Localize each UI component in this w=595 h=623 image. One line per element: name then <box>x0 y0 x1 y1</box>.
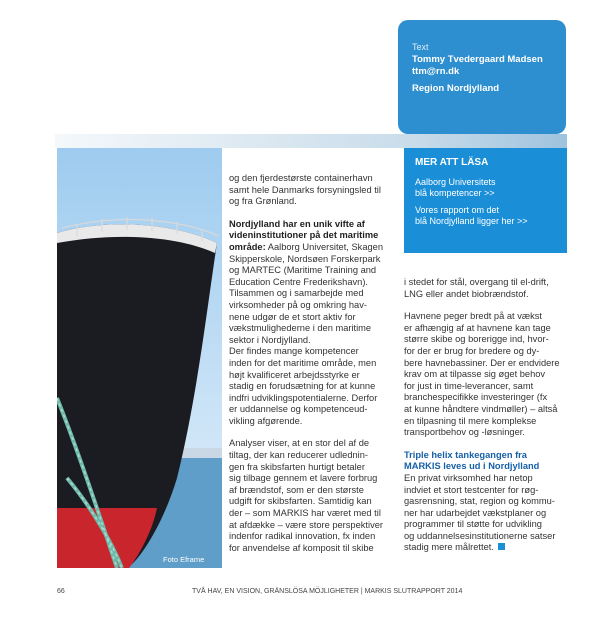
text-line: stadig mere målrettet. <box>404 542 494 553</box>
subheading-line: Triple helix tankegangen fra <box>404 449 527 460</box>
text-line: Analyser viser, at en stor del af de <box>229 438 370 449</box>
link-line: blå kompetencer >> <box>415 188 495 198</box>
text-line: samt hele Danmarks forsyningsled til <box>229 184 381 195</box>
author-region: Region Nordjylland <box>412 83 500 94</box>
text-line: for der er brug for bredere og dy- <box>404 345 540 356</box>
text-line: for anvendelse af komposit til skibe <box>229 542 374 553</box>
text-line: Skipperskole, Nordsøen Forskerpark <box>229 253 381 264</box>
link-line: Vores rapport om det <box>415 205 500 215</box>
text-line: at kunne håndtere vindmøller) – altså <box>404 403 558 414</box>
bubble-tail <box>405 110 435 134</box>
paragraph <box>404 450 579 554</box>
read-more-box <box>404 148 567 253</box>
text-line: indfri udviklingspotentialerne. Derfor <box>229 392 378 403</box>
text-line: Tilsammen og i samarbejde med <box>229 288 364 299</box>
paragraph <box>229 438 401 554</box>
text-line: er uddannelse og kompetenceud- <box>229 404 368 415</box>
bold-line: område: <box>229 241 266 252</box>
text-line: vækstmulighederne i den maritime <box>229 323 372 334</box>
author-label: Text <box>412 42 429 52</box>
text-line: større skibe og borerigge ind, hvor- <box>404 334 549 345</box>
link-line: blå Nordjylland ligger her >> <box>415 216 528 226</box>
paragraph <box>229 219 401 428</box>
header-gradient-band <box>55 134 567 148</box>
text-line: sig tilbage gennem et lavere forbrug <box>229 473 378 484</box>
text-line: virksomheder på og omkring hav- <box>229 299 367 310</box>
text-line: Havnene peger bredt på at vækst <box>404 311 542 322</box>
text-line: gasrensning, stat, region og kommu- <box>404 496 555 507</box>
text-line: for just in time-leverancer, samt <box>404 380 534 391</box>
photo-credit: Foto Eframe <box>163 555 205 564</box>
paragraph <box>229 173 401 208</box>
text-line: at afdække – være store perspektiver <box>229 519 383 530</box>
text-line: nene udgør de et stort aktiv for <box>229 311 356 322</box>
text-line: højt kvalificeret arbejdsstyrke er <box>229 369 360 380</box>
text-line: krav om at tilpasse sig øget behov <box>404 369 546 380</box>
subheading-line: MARKIS leves ud i Nordjylland <box>404 461 540 472</box>
text-line: af brændstof, som er den største <box>229 484 364 495</box>
text-line: inden for det maritime område, men <box>229 357 377 368</box>
bold-line: Nordjylland har en unik vifte af <box>229 218 365 229</box>
page-number: 66 <box>57 588 65 595</box>
text-line: sektor i Nordjylland. <box>229 334 311 345</box>
text-line: indviet et stort testcenter for røg- <box>404 484 539 495</box>
text-line: i stedet for stål, overgang til el-drift, <box>404 277 549 287</box>
text-line: og uddannelsesinstitutionerne satser <box>404 530 556 541</box>
read-more-heading: MER ATT LÄSA <box>415 157 489 168</box>
text-line: der – som MARKIS har været med til <box>229 508 381 519</box>
author-name: Tommy Tvedergaard Madsen <box>412 54 543 65</box>
text-line: LNG eller andet biobrændstof. <box>404 288 529 299</box>
text-line: gen fra skibsfarten hurtigt betaler <box>229 461 365 472</box>
text-column-2 <box>404 277 579 565</box>
text-line: Education Centre Frederikshavn). <box>229 276 369 287</box>
text-line: stadig en forudsætning for at kunne <box>229 381 376 392</box>
text-line: er afhængig af at havnene kan tage <box>404 322 551 333</box>
text-line: ner har udarbejdet vækstplaner og <box>404 507 547 518</box>
text-line: vikling afgørende. <box>229 415 303 426</box>
text-line: branchespecifikke investeringer (fx <box>404 392 548 403</box>
running-title: TVÅ HAV, EN VISION, GRÄNSLÖSA MÖJLIGHETER | MARKIS SLUTRAPPORT 2014 <box>192 588 463 595</box>
text-line: bere havnebassiner. Der er endvidere <box>404 357 560 368</box>
link-report[interactable] <box>415 205 528 227</box>
text-line: programmer til støtte for udvikling <box>404 519 542 530</box>
author-email: ttm@rn.dk <box>412 66 460 77</box>
text-line: og fra Grønland. <box>229 196 297 207</box>
link-line: Aalborg Universitets <box>415 177 496 187</box>
text-line: transportbehov og -løsninger. <box>404 427 525 438</box>
text-line: og MARTEC (Maritime Training and <box>229 265 377 276</box>
bold-line: videninstitutioner på det maritime <box>229 230 379 241</box>
text-line: og den fjerdestørste containerhavn <box>229 173 373 183</box>
text-line: en tilpasning til mere komplekse <box>404 415 537 426</box>
ship-bow-photo <box>57 148 222 568</box>
paragraph <box>404 277 579 300</box>
text-line: udgift for skibsfarten. Samtidig kan <box>229 496 372 507</box>
end-mark-square <box>498 543 505 550</box>
link-aalborg-university[interactable] <box>415 177 496 199</box>
text-line: Der findes mange kompetencer <box>229 346 359 357</box>
text-line: Aalborg Universitet, Skagen <box>265 241 383 252</box>
text-line: tiltag, der kan reducerer udlednin- <box>229 450 369 461</box>
text-line: indenfor radikal innovation, fx inden <box>229 531 376 542</box>
text-line: En privat virksomhed har netop <box>404 472 533 483</box>
text-column-1 <box>229 173 401 565</box>
paragraph <box>404 311 579 439</box>
